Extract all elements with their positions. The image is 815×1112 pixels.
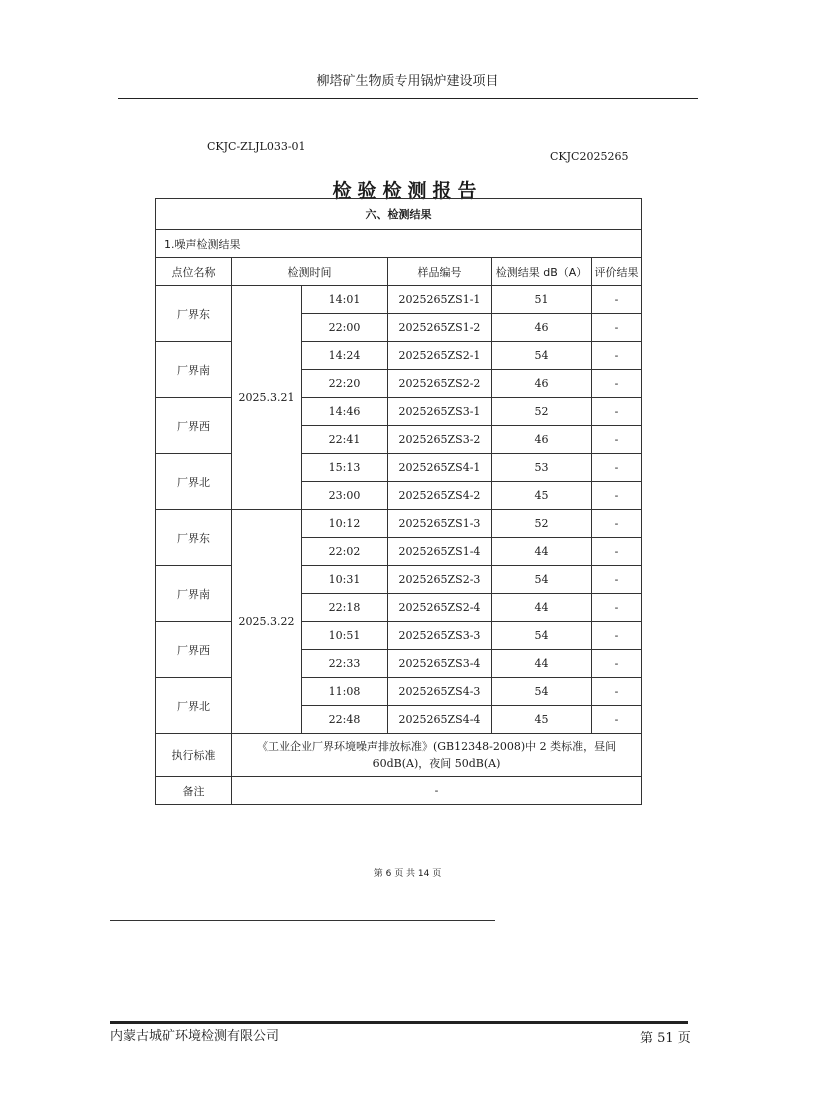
result-cell: 44 [492,594,592,622]
table-row [156,678,642,706]
evaluation-cell: - [592,482,642,510]
remark-text: - [232,777,642,805]
result-cell: 54 [492,342,592,370]
point-name-cell: 厂界南 [156,342,232,398]
page-indicator: 第 6 页 共 14 页 [373,869,442,879]
sample-id-cell: 2025265ZS2-1 [388,342,492,370]
footer-divider [110,1021,688,1024]
point-name-cell: 厂界北 [156,678,232,734]
point-name-cell: 厂界东 [156,286,232,342]
standard-label: 执行标准 [156,734,232,777]
evaluation-cell: - [592,650,642,678]
point-name-cell: 厂界西 [156,622,232,678]
sample-id-cell: 2025265ZS1-1 [388,286,492,314]
result-cell: 45 [492,482,592,510]
evaluation-cell: - [592,538,642,566]
evaluation-cell: - [592,426,642,454]
result-cell: 44 [492,650,592,678]
standard-row [156,734,642,777]
table-row [156,286,642,314]
point-name-cell: 厂界北 [156,454,232,510]
result-cell: 46 [492,426,592,454]
time-cell: 10:51 [302,622,388,650]
evaluation-cell: - [592,454,642,482]
evaluation-cell: - [592,398,642,426]
evaluation-cell: - [592,342,642,370]
remark-row [156,777,642,805]
table-row [156,454,642,482]
result-cell: 46 [492,370,592,398]
table-row [156,398,642,426]
point-name-cell: 厂界南 [156,566,232,622]
evaluation-cell: - [592,678,642,706]
sample-id-cell: 2025265ZS2-3 [388,566,492,594]
sample-id-cell: 2025265ZS4-1 [388,454,492,482]
evaluation-cell: - [592,622,642,650]
result-cell: 46 [492,314,592,342]
time-cell: 14:01 [302,286,388,314]
header-row [156,258,642,286]
sample-id-cell: 2025265ZS1-3 [388,510,492,538]
subsection-title: 1.噪声检测结果 [156,230,642,258]
evaluation-cell: - [592,566,642,594]
result-cell: 52 [492,398,592,426]
sample-id-cell: 2025265ZS3-1 [388,398,492,426]
standard-text: 《工业企业厂界环境噪声排放标准》(GB12348-2008)中 2 类标准，昼间 60dB(A)，夜间 50dB(A) [232,734,642,777]
noise-results-table [155,198,642,805]
table-row [156,342,642,370]
col-header-eval: 评价结果 [592,258,642,286]
remark-label: 备注 [156,777,232,805]
time-cell: 22:02 [302,538,388,566]
col-header-result: 检测结果 dB（A） [492,258,592,286]
time-cell: 22:33 [302,650,388,678]
result-cell: 54 [492,678,592,706]
footer-page-number: 第 51 页 [640,1031,691,1046]
time-cell: 22:00 [302,314,388,342]
col-header-sample: 样品编号 [388,258,492,286]
sample-id-cell: 2025265ZS3-4 [388,650,492,678]
table-row [156,622,642,650]
result-cell: 53 [492,454,592,482]
report-number: CKJC2025265 [550,150,629,163]
evaluation-cell: - [592,594,642,622]
form-code: CKJC-ZLJL033-01 [207,140,306,153]
table-row [156,566,642,594]
sample-id-cell: 2025265ZS1-4 [388,538,492,566]
evaluation-cell: - [592,706,642,734]
sample-id-cell: 2025265ZS3-3 [388,622,492,650]
sample-id-cell: 2025265ZS3-2 [388,426,492,454]
time-cell: 10:12 [302,510,388,538]
time-cell: 22:48 [302,706,388,734]
time-cell: 22:18 [302,594,388,622]
time-cell: 10:31 [302,566,388,594]
footer-company: 内蒙古城矿环境检测有限公司 [110,1029,280,1044]
col-header-point: 点位名称 [156,258,232,286]
date-cell: 2025.3.22 [232,510,302,734]
header-divider [118,98,698,99]
sample-id-cell: 2025265ZS4-2 [388,482,492,510]
point-name-cell: 厂界东 [156,510,232,566]
time-cell: 14:24 [302,342,388,370]
evaluation-cell: - [592,314,642,342]
date-cell: 2025.3.21 [232,286,302,510]
lower-divider [110,920,495,921]
sample-id-cell: 2025265ZS4-3 [388,678,492,706]
sample-id-cell: 2025265ZS1-2 [388,314,492,342]
time-cell: 23:00 [302,482,388,510]
point-name-cell: 厂界西 [156,398,232,454]
sample-id-cell: 2025265ZS2-4 [388,594,492,622]
project-title: 柳塔矿生物质专用锅炉建设项目 [316,74,499,89]
sample-id-cell: 2025265ZS4-4 [388,706,492,734]
time-cell: 14:46 [302,398,388,426]
time-cell: 11:08 [302,678,388,706]
evaluation-cell: - [592,286,642,314]
result-cell: 44 [492,538,592,566]
evaluation-cell: - [592,510,642,538]
table-row [156,510,642,538]
result-cell: 54 [492,622,592,650]
result-cell: 51 [492,286,592,314]
report-title: 检验检测报告 [332,180,483,202]
time-cell: 22:41 [302,426,388,454]
time-cell: 22:20 [302,370,388,398]
sample-id-cell: 2025265ZS2-2 [388,370,492,398]
time-cell: 15:13 [302,454,388,482]
section-title: 六、检测结果 [156,199,642,230]
result-cell: 45 [492,706,592,734]
evaluation-cell: - [592,370,642,398]
col-header-time: 检测时间 [232,258,388,286]
result-cell: 52 [492,510,592,538]
result-cell: 54 [492,566,592,594]
